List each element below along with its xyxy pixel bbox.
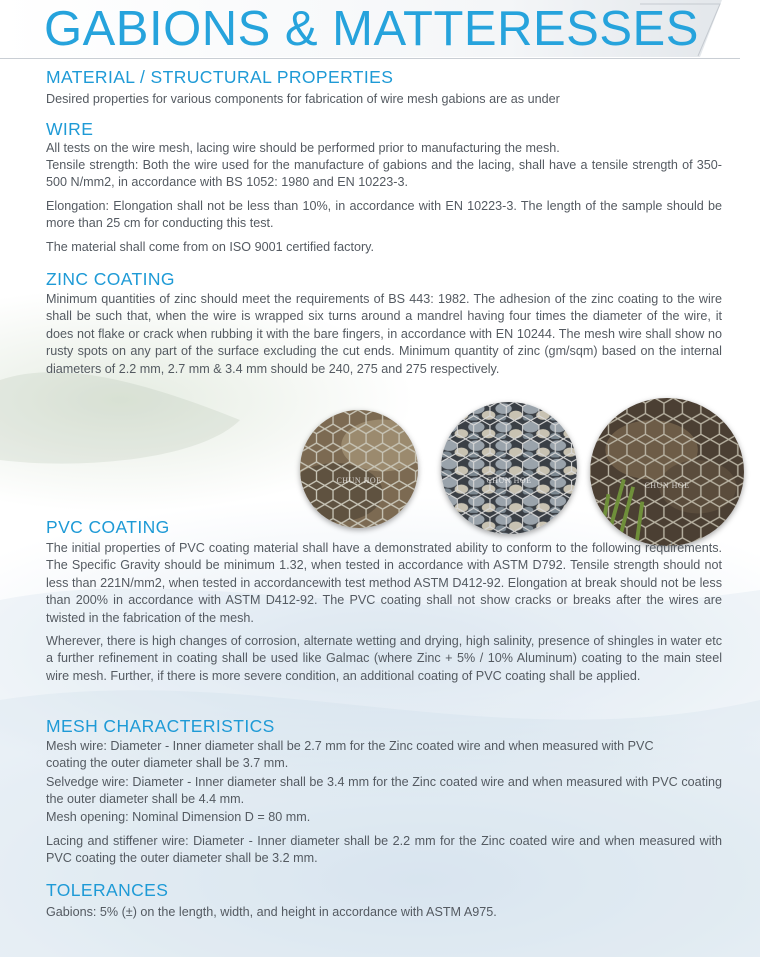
mesh-paragraph-1: Mesh wire: Diameter - Inner diameter shall be 2.7 mm for the Zinc coated wire and when measured with PVC coating the outer diameter shall be 3.7 mm. [46,739,654,771]
page-title: GABIONS & MATTERESSES [44,2,699,56]
heading-tolerances: TOLERANCES [46,880,169,900]
pvc-paragraph-1: The initial properties of PVC coating material shall have a demonstrated ability to conform to the following requirements. The Specific Gravity should be minimum 1.32, when tested in accordance with ASTM D792. Tensile strength should not less than 221N/mm2, when tested in accordancewith test method ASTM D412-92. Elongation at break should not be less than 200% in accordance with ASTM D412-92. The PVC coating shall not show cracks or breaks after the wires are twisted in the fabrication of the mesh. [46,541,722,625]
heading-zinc-coating: ZINC COATING [46,269,175,289]
gabion-photo-mesh-closeup [300,410,418,528]
wire-paragraph-1: All tests on the wire mesh, lacing wire should be performed prior to manufacturing the mesh. [46,141,560,155]
mesh-paragraph-3: Mesh opening: Nominal Dimension D = 80 mm. [46,810,311,824]
title-banner [0,0,740,59]
wire-paragraph-4: The material shall come from on ISO 9001 certified factory. [46,240,375,254]
mesh-paragraph-4: Lacing and stiffener wire: Diameter - Inner diameter shall be 2.2 mm for the Zinc coated wire and when measured with PVC coating the outer diameter shall be 3.2 mm. [46,834,722,866]
gabion-photo-with-grass [590,398,744,546]
heading-material-properties: MATERIAL / STRUCTURAL PROPERTIES [46,67,394,87]
tolerances-paragraph: Gabions: 5% (±) on the length, width, and height in accordance with ASTM A975. [46,905,497,919]
photo-watermark: CHUN HOE [336,476,382,486]
wire-paragraph-2: Tensile strength: Both the wire used for the manufacture of gabions and the lacing, shall have a tensile strength of 350-500 N/mm2, in accordance with BS 1052: 1980 and EN 10223-3. [46,158,722,190]
mesh-paragraph-2: Selvedge wire: Diameter - Inner diameter shall be 3.4 mm for the Zinc coated wire and when measured with PVC coating the outer diameter shall be 4.4 mm. [46,775,722,807]
heading-mesh-characteristics: MESH CHARACTERISTICS [46,716,275,736]
photo-watermark: CHUN HOE [486,475,532,485]
zinc-paragraph-1: Minimum quantities of zinc should meet the requirements of BS 443: 1982. The adhesion of the zinc coating to the wire shall be such that, when the wire is wrapped six turns around a mandrel having four times the diameter of the wire, it does not flake or crack when rubbing it with the bare fingers, in accordance with EN 10244. The mesh wire shall show no rusty spots on any part of the surface excluding the cut ends. Minimum quantity of zinc (gm/sqm) based on the internal diameters of 2.2 mm, 2.7 mm & 3.4 mm should be 240, 275 and 275 respectively. [46,292,722,376]
photo-watermark: CHUN HOE [644,480,690,490]
material-intro-text: Desired properties for various components for fabrication of wire mesh gabions are as under [46,92,560,106]
heading-wire: WIRE [46,119,94,139]
wire-paragraph-3: Elongation: Elongation shall not be less than 10%, in accordance with EN 10223-3. The length of the sample should be more than 25 cm for conducting this test. [46,199,722,231]
gabion-photo-stone-fill [441,402,577,534]
heading-pvc-coating: PVC COATING [46,517,170,537]
pvc-paragraph-2: Wherever, there is high changes of corrosion, alternate wetting and drying, high salinity, presence of shingles in water etc a further refinement in coating shall be used like Galmac (where Zinc + 5% / 10% Aluminum) coating to the main steel wire mesh. Further, if there is more severe condition, an additional coating of PVC coating shall be applied. [46,634,722,683]
